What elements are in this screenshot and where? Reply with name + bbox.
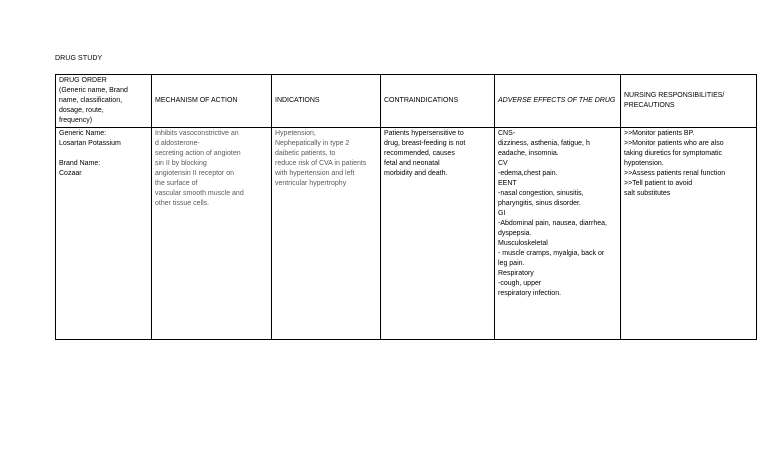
nursing-line: >>Monitor patients BP. [624,130,695,137]
mechanism-line: Inhibits vasoconstrictive an [155,130,239,137]
adverse-effects-line: - muscle cramps, myalgia, back or [498,250,605,257]
brand-name-value: Cozaar [59,170,82,177]
indications-line: with hypertension and left [275,170,355,177]
header-line: name, classification, [59,97,123,104]
cell-indications [272,128,381,340]
adverse-effects-line: -edema,chest pain. [498,170,558,177]
mechanism-line: vascular smooth muscle and [155,190,244,197]
table-body-row [56,128,757,340]
header-line: frequency) [59,117,93,124]
contraindications-line: fetal and neonatal [384,160,440,167]
header-line: MECHANISM OF ACTION [155,97,238,104]
indications-line: Nephepatically in type 2 [275,140,350,147]
indications-line: reduce risk of CVA in patients [275,160,367,167]
mechanism-line: d aldosterone- [155,140,200,147]
contraindications-line: Patients hypersensitive to [384,130,464,137]
indications-line: ventricular hypertrophy [275,180,347,187]
header-nursing-responsibilities [621,75,757,128]
nursing-line: salt substitutes [624,190,671,197]
adverse-effects-line: -Abdominal pain, nausea, diarrhea, [498,220,607,227]
header-line: PRECAUTIONS [624,102,675,109]
mechanism-line: angiotensin II receptor on [155,170,234,177]
adverse-effects-line: EENT [498,180,517,187]
header-indications [272,75,381,128]
header-line: CONTRAINDICATIONS [384,97,459,104]
adverse-effects-line: eadache, insomnia. [498,150,559,157]
adverse-effects-line: -nasal congestion, sinusitis, [498,190,584,197]
table-header-row [56,75,757,128]
header-contraindications [381,75,495,128]
header-line: NURSING RESPONSIBILITIES/ [624,92,725,99]
adverse-effects-line: leg pain. [498,260,525,267]
contraindications-line: morbidity and death. [384,170,448,177]
nursing-line: >>Monitor patients who are also [624,140,724,147]
adverse-effects-line: CNS- [498,130,516,137]
header-line: (Generic name, Brand [59,87,128,94]
indications-line: Hypetension, [275,130,316,137]
header-line: DRUG ORDER [59,77,107,84]
header-line: ADVERSE EFFECTS OF THE DRUG [498,97,616,104]
cell-mechanism [152,128,272,340]
mechanism-line: sin II by blocking [155,160,207,167]
nursing-line: >>Assess patients renal function [624,170,726,177]
spacer [59,149,148,159]
drug-study-table [55,74,757,340]
brand-name-label: Brand Name: [59,160,101,167]
document-title: DRUG STUDY [55,55,103,62]
adverse-effects-line: dyspepsia. [498,230,532,237]
generic-name-value: Losartan Potassium [59,140,121,147]
adverse-effects-line: Respiratory [498,270,534,277]
cell-adverse-effects [495,128,621,340]
adverse-effects-line: respiratory infection. [498,290,562,297]
nursing-line: hypotension. [624,160,664,167]
contraindications-line: recommended, causes [384,150,455,157]
cell-drug-order [56,128,152,340]
header-mechanism-of-action [152,75,272,128]
nursing-line: taking diuretics for symptomatic [624,150,723,157]
indications-line: daibetic patients, to [275,150,336,157]
contraindications-line: drug, breast-feeding is not [384,140,466,147]
adverse-effects-line: -cough, upper [498,280,542,287]
cell-nursing-responsibilities [621,128,757,340]
header-line: INDICATIONS [275,97,320,104]
mechanism-line: secreting action of angioten [155,150,241,157]
nursing-line: >>Tell patient to avoid [624,180,693,187]
header-adverse-effects [495,75,621,128]
header-drug-order [56,75,152,128]
adverse-effects-line: pharyngitis, sinus disorder. [498,200,581,207]
adverse-effects-line: CV [498,160,508,167]
cell-contraindications [381,128,495,340]
adverse-effects-line: GI [498,210,506,217]
mechanism-line: other tissue cells. [155,200,210,207]
adverse-effects-line: Musculoskeletal [498,240,548,247]
header-line: dosage, route, [59,107,104,114]
mechanism-line: the surface of [155,180,198,187]
generic-name-label: Generic Name: [59,130,107,137]
adverse-effects-line: dizziness, asthenia, fatigue, h [498,140,590,147]
